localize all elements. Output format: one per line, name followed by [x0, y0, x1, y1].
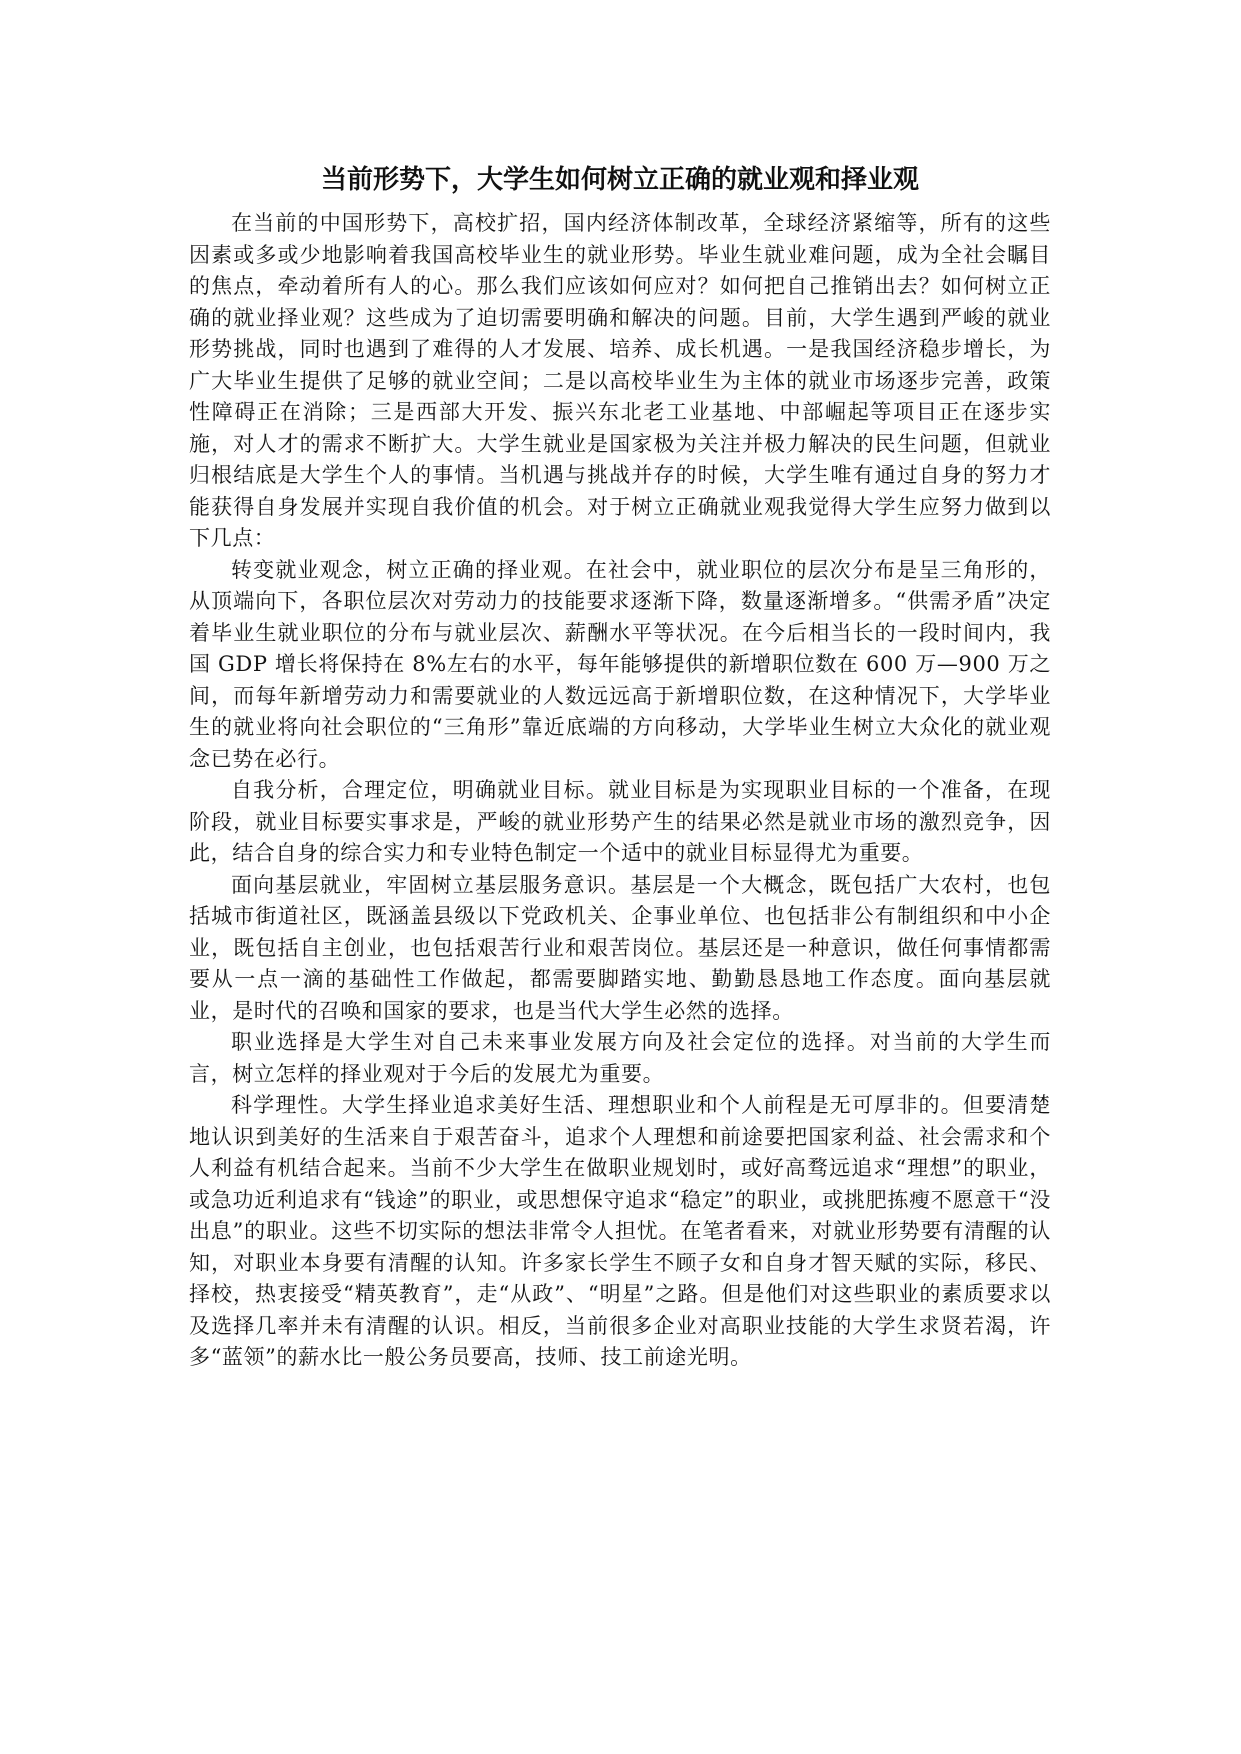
paragraph-change-employment-concept: 转变就业观念，树立正确的择业观。在社会中，就业职位的层次分布是呈三角形的，从顶端向下，各职位层次对劳动力的技能要求逐渐下降，数量逐渐增多。“供需矛盾”决定着毕业生就业职位的分布与就业层次、薪酬水平等状况。在今后相当长的一段时间内，我国 GDP 增长将保持在 8%左右的水平，每年能够提供的新增职位数在 600 万—900 万之间，而每年新增劳动力和需要就业的人数远远高于新增职位数，在这种情况下，大学毕业生的就业将向社会职位的“三角形”靠近底端的方向移动，大学毕业生树立大众化的就业观念已势在必行。	[189, 557, 1051, 771]
document-body	[189, 160, 1051, 1374]
paragraph-self-analysis: 自我分析，合理定位，明确就业目标。就业目标是为实现职业目标的一个准备，在现阶段，就业目标要实事求是，严峻的就业形势产生的结果必然是就业市场的激烈竞争，因此，结合自身的综合实力和专业特色制定一个适中的就业目标显得尤为重要。	[189, 778, 1051, 865]
paragraph-career-choice: 职业选择是大学生对自己未来事业发展方向及社会定位的选择。对当前的大学生而言，树立怎样的择业观对于今后的发展尤为重要。	[189, 1030, 1051, 1086]
document-title: 当前形势下，大学生如何树立正确的就业观和择业观	[320, 165, 919, 195]
paragraph-intro: 在当前的中国形势下，高校扩招，国内经济体制改革，全球经济紧缩等，所有的这些因素或多或少地影响着我国高校毕业生的就业形势。毕业生就业难问题，成为全社会瞩目的焦点，牵动着所有人的心。那么我们应该如何应对？如何把自己推销出去？如何树立正确的就业择业观？这些成为了迫切需要明确和解决的问题。目前，大学生遇到严峻的就业形势挑战，同时也遇到了难得的人才发展、培养、成长机遇。一是我国经济稳步增长，为广大毕业生提供了足够的就业空间；二是以高校毕业生为主体的就业市场逐步完善，政策性障碍正在消除；三是西部大开发、振兴东北老工业基地、中部崛起等项目正在逐步实施，对人才的需求不断扩大。大学生就业是国家极为关注并极力解决的民生问题，但就业归根结底是大学生个人的事情。当机遇与挑战并存的时候，大学生唯有通过自身的努力才能获得自身发展并实现自我价值的机会。对于树立正确就业观我觉得大学生应努力做到以下几点：	[189, 211, 1051, 550]
paragraph-scientific-rationality: 科学理性。大学生择业追求美好生活、理想职业和个人前程是无可厚非的。但要清楚地认识到美好的生活来自于艰苦奋斗，追求个人理想和前途要把国家利益、社会需求和个人利益有机结合起来。当前不少大学生在做职业规划时，或好高骛远追求“理想”的职业，或急功近利追求有“钱途”的职业，或思想保守追求“稳定”的职业，或挑肥拣瘦不愿意干“没出息”的职业。这些不切实际的想法非常令人担忧。在笔者看来，对就业形势要有清醒的认知，对职业本身要有清醒的认知。许多家长学生不顾子女和自身才智天赋的实际，移民、择校，热衷接受“精英教育”，走“从政”、“明星”之路。但是他们对这些职业的素质要求以及选择几率并未有清醒的认识。相反，当前很多企业对高职业技能的大学生求贤若渴，许多“蓝领”的薪水比一般公务员要高，技师、技工前途光明。	[189, 1093, 1051, 1369]
paragraph-grassroots-employment: 面向基层就业，牢固树立基层服务意识。基层是一个大概念，既包括广大农村，也包括城市街道社区，既涵盖县级以下党政机关、企事业单位、也包括非公有制组织和中小企业，既包括自主创业，也包括艰苦行业和艰苦岗位。基层还是一种意识，做任何事情都需要从一点一滴的基础性工作做起，都需要脚踏实地、勤勤恳恳地工作态度。面向基层就业，是时代的召唤和国家的要求，也是当代大学生必然的选择。	[189, 872, 1051, 1023]
